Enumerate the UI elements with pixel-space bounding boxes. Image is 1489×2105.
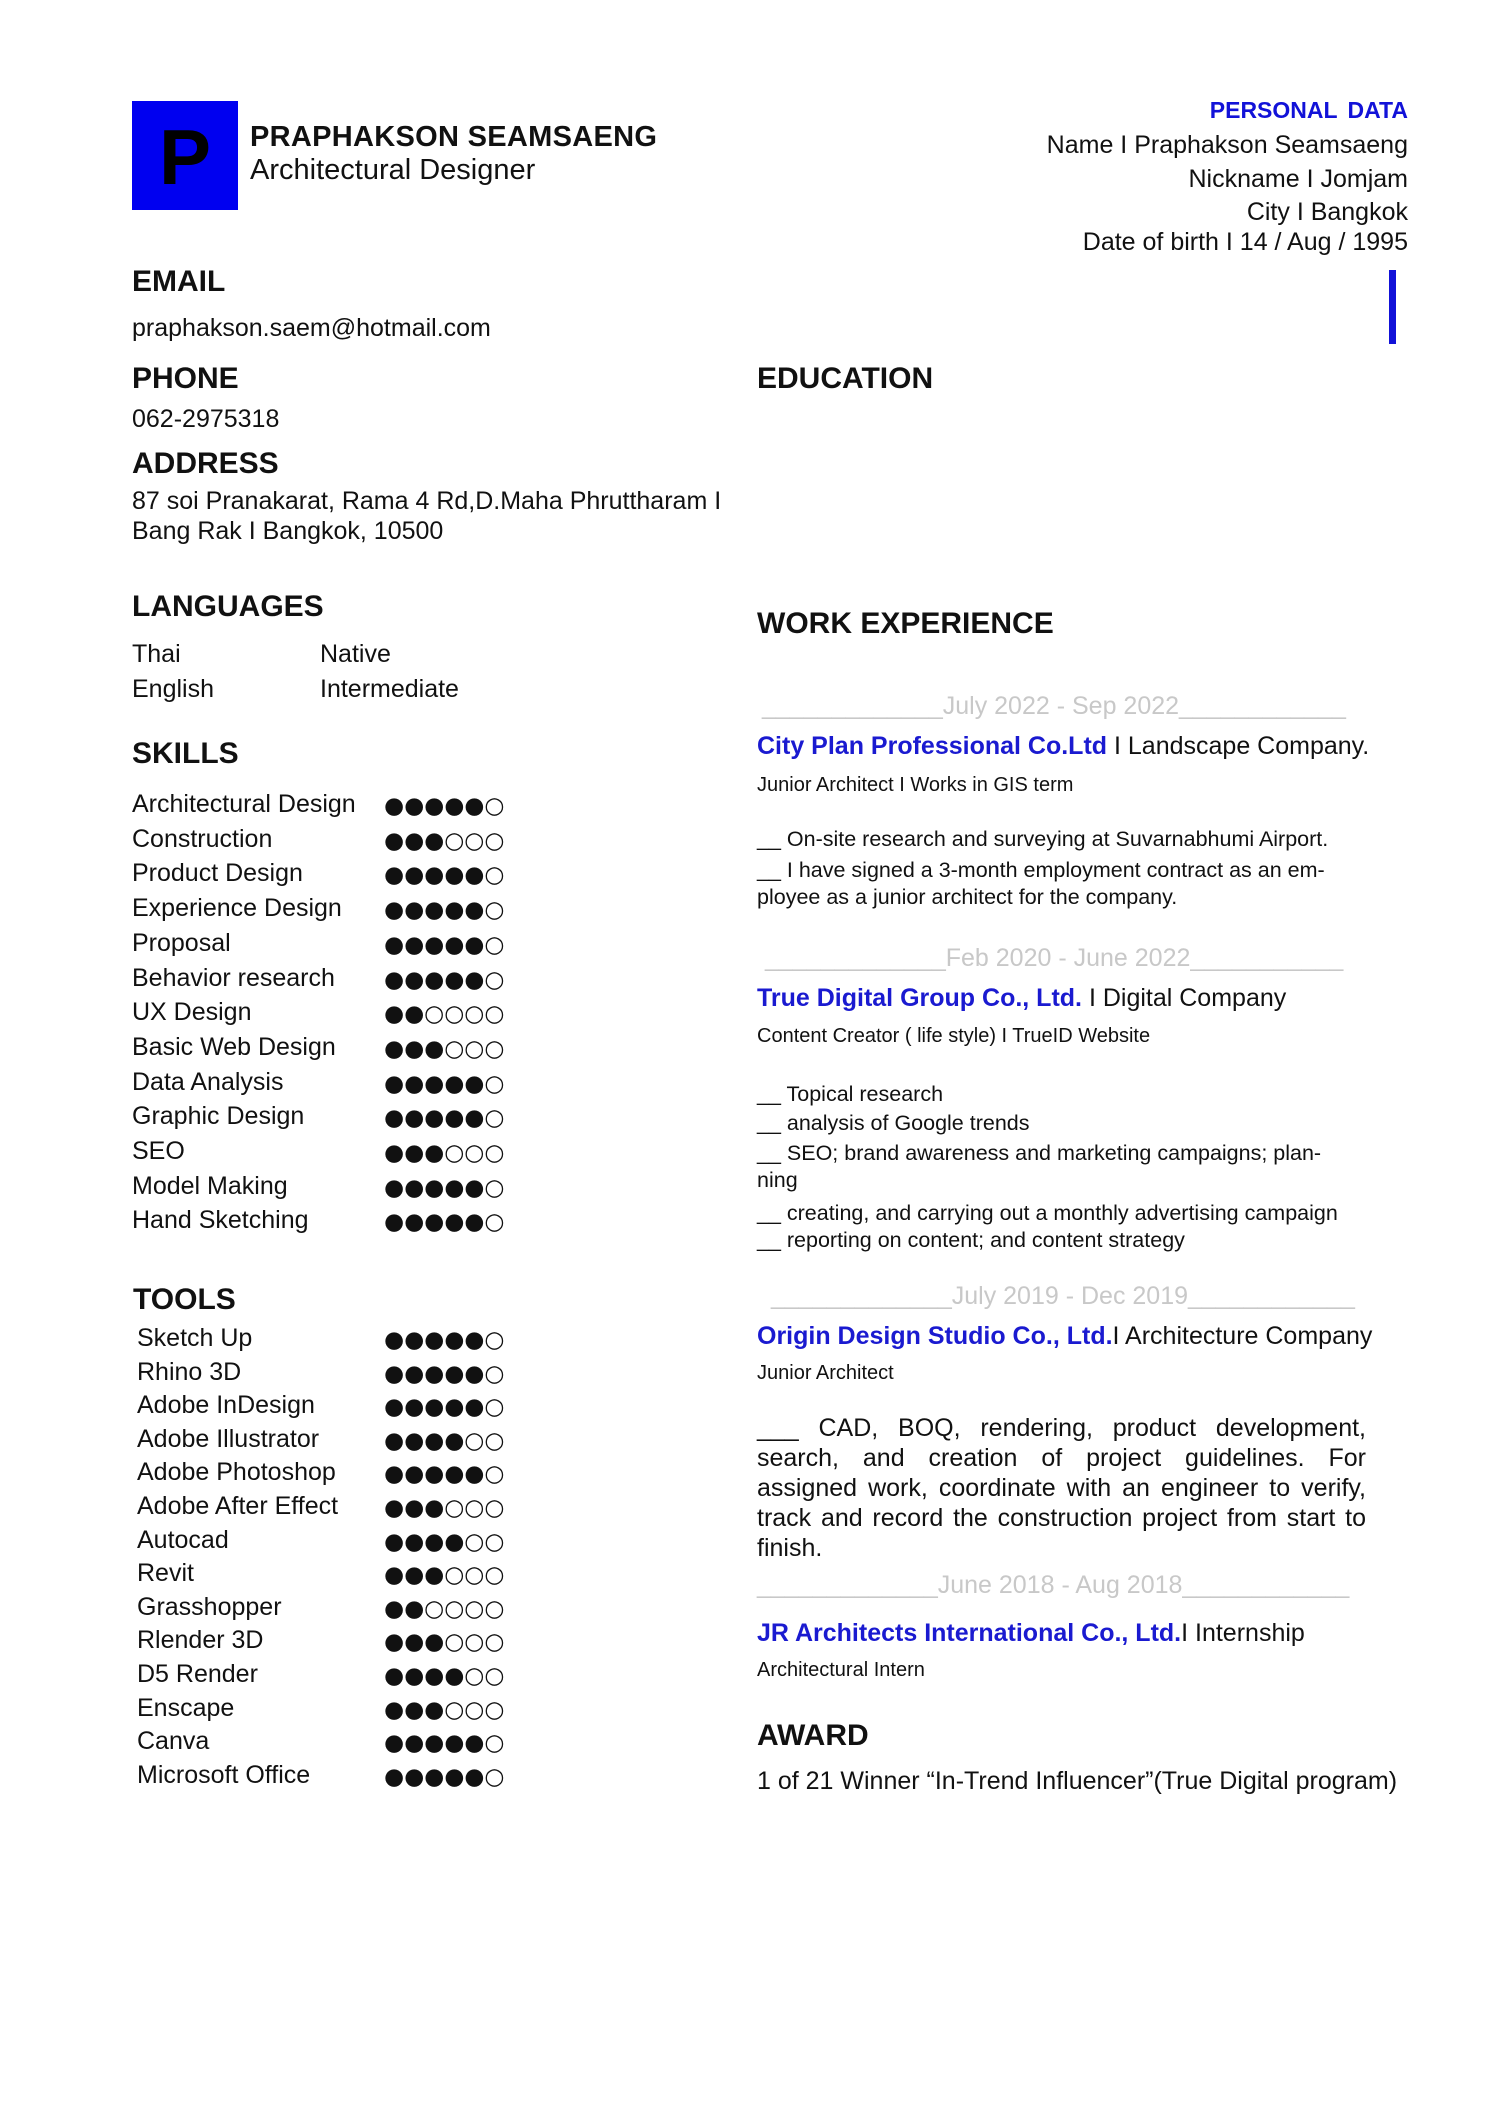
company-type: I Landscape Company.: [1107, 732, 1370, 760]
job-bullet: __ analysis of Google trends: [757, 1111, 1030, 1135]
job-date: _____________Feb 2020 - June 2022___________: [765, 944, 1344, 972]
job-bullet: __ reporting on content; and content strategy: [757, 1228, 1185, 1252]
skill-name: Proposal: [132, 928, 231, 957]
tool-name: Enscape: [137, 1693, 235, 1722]
job-bullet: ning: [757, 1168, 798, 1192]
skill-name: Model Making: [132, 1171, 288, 1200]
personal-data-nickname: Nickname I Jomjam: [1188, 165, 1408, 193]
company-type: I Architecture Company: [1112, 1322, 1373, 1350]
skill-name: UX Design: [132, 998, 252, 1027]
tool-name: Adobe Illustrator: [137, 1424, 320, 1453]
job-bullet: __ I have signed a 3-month employment contract as an em-: [757, 858, 1325, 882]
personal-data-title: PERSONAL DATA: [1209, 97, 1408, 123]
tools-heading: TOOLS: [133, 1283, 236, 1316]
tool-rating: ●●●●●○: [384, 1394, 505, 1421]
job-position: Architectural Intern: [757, 1659, 925, 1681]
tool-rating: ●●●●○○: [384, 1427, 505, 1454]
education-heading: EDUCATION: [757, 362, 934, 395]
skill-name: SEO: [132, 1137, 185, 1165]
company-name: JR Architects International Co., Ltd.: [757, 1619, 1182, 1647]
job-bullet: __ Topical research: [757, 1082, 944, 1106]
personal-data-dob: Date of birth I 14 / Aug / 1995: [1082, 228, 1408, 256]
skill-rating: ●●●●●○: [384, 1209, 505, 1236]
tool-rating: ●●●○○○: [384, 1562, 505, 1589]
work-experience-heading: WORK EXPERIENCE: [757, 607, 1054, 640]
address-heading: ADDRESS: [132, 447, 279, 480]
tool-rating: ●●●●●○: [384, 1461, 505, 1488]
skill-name: Hand Sketching: [132, 1206, 309, 1235]
skill-rating: ●●●●●○: [384, 793, 505, 819]
skill-rating: ●●●●●○: [384, 897, 505, 924]
tool-rating: ●●●●●○: [384, 1730, 505, 1757]
job-position: Content Creator ( life style) I TrueID Website: [757, 1025, 1151, 1047]
skill-name: Construction: [132, 824, 273, 853]
tool-name: Rlender 3D: [137, 1626, 264, 1655]
email-value: praphakson.saem@hotmail.com: [132, 314, 491, 342]
tool-rating: ●●●●○○: [384, 1528, 505, 1555]
tool-name: Adobe InDesign: [137, 1391, 315, 1420]
tool-name: Adobe Photoshop: [137, 1458, 336, 1487]
tool-name: D5 Render: [137, 1660, 258, 1688]
award-value: 1 of 21 Winner “In-Trend Influencer”(True Digital program): [757, 1767, 1398, 1795]
tool-name: Microsoft Office: [137, 1760, 311, 1789]
skill-rating: ●●●○○○: [384, 1035, 505, 1062]
language-name: English: [132, 675, 214, 703]
job-company: [757, 732, 1369, 761]
company-name: True Digital Group Co., Ltd.: [757, 984, 1082, 1012]
logo-letter: P: [158, 113, 212, 201]
company-name: City Plan Professional Co.Ltd: [757, 732, 1108, 760]
language-level: Intermediate: [320, 675, 459, 703]
email-heading: EMAIL: [132, 265, 226, 298]
company-name: Origin Design Studio Co., Ltd.: [757, 1322, 1113, 1350]
skill-rating: ●●●○○○: [384, 827, 505, 854]
tool-name: Adobe After Effect: [137, 1492, 339, 1520]
tool-name: Autocad: [137, 1525, 229, 1554]
job-company: [757, 1619, 1305, 1648]
job-company: [757, 1322, 1372, 1351]
candidate-role: Architectural Designer: [250, 154, 536, 186]
job-date: _____________July 2022 - Sep 2022____________: [762, 692, 1346, 720]
address-line-1: 87 soi Pranakarat, Rama 4 Rd,D.Maha Phruttharam I: [132, 487, 722, 515]
job-date: _____________July 2019 - Dec 2019____________: [771, 1282, 1355, 1310]
tool-rating: ●●○○○○: [384, 1595, 505, 1622]
candidate-name: PRAPHAKSON SEAMSAENG: [250, 121, 658, 153]
tool-name: Grasshopper: [137, 1592, 282, 1621]
language-name: Thai: [132, 640, 181, 668]
language-level: Native: [320, 640, 391, 668]
skills-heading: SKILLS: [132, 737, 239, 770]
tool-rating: ●●●●●○: [384, 1327, 505, 1353]
skill-rating: ●●○○○○: [384, 1001, 505, 1028]
address-line-2: Bang Rak I Bangkok, 10500: [132, 517, 444, 545]
skill-rating: ●●●●●○: [384, 931, 505, 958]
tool-rating: ●●●○○○: [384, 1495, 505, 1521]
skill-rating: ●●●○○○: [384, 1140, 505, 1166]
award-heading: AWARD: [757, 1719, 869, 1752]
personal-data-city: City I Bangkok: [1246, 198, 1408, 226]
skill-rating: ●●●●●○: [384, 1070, 505, 1097]
skill-rating: ●●●●●○: [384, 1174, 505, 1201]
tool-name: Rhino 3D: [137, 1357, 242, 1386]
skill-rating: ●●●●●○: [384, 1105, 505, 1132]
job-bullet: __ SEO; brand awareness and marketing campaigns; plan-: [757, 1141, 1322, 1165]
job-position: Junior Architect: [757, 1362, 894, 1384]
skill-name: Architectural Design: [132, 790, 356, 818]
company-type: I Digital Company: [1082, 984, 1287, 1012]
skill-name: Data Analysis: [132, 1067, 284, 1096]
tool-rating: ●●●●●○: [384, 1360, 505, 1387]
tool-rating: ●●●●●○: [384, 1763, 505, 1790]
job-bullet: ployee as a junior architect for the company.: [757, 885, 1178, 909]
company-type: I Internship: [1181, 1619, 1305, 1647]
skill-name: Product Design: [132, 859, 303, 888]
accent-bar: [1389, 270, 1396, 344]
skill-rating: ●●●●●○: [384, 862, 505, 889]
job-position: Junior Architect I Works in GIS term: [757, 774, 1074, 796]
tool-rating: ●●●●○○: [384, 1663, 505, 1689]
languages-heading: LANGUAGES: [132, 590, 324, 623]
logo-badge: [132, 101, 238, 210]
job-company: [757, 984, 1286, 1013]
tool-name: Canva: [137, 1727, 210, 1756]
skill-name: Basic Web Design: [132, 1032, 336, 1061]
job-bullet: __ creating, and carrying out a monthly advertising campaign: [757, 1201, 1338, 1225]
skill-rating: ●●●●●○: [384, 966, 505, 993]
tool-rating: ●●●○○○: [384, 1629, 505, 1656]
skill-name: Behavior research: [132, 963, 335, 992]
phone-value: 062-2975318: [132, 405, 280, 433]
tool-name: Revit: [137, 1559, 194, 1588]
job-description: ___ CAD, BOQ, rendering, product development, search, and creation of project guidelines. For assigned work, coordinate with an engineer to verify, track and record the construction project from start to finish.: [757, 1414, 1366, 1562]
personal-data-name: Name I Praphakson Seamsaeng: [1046, 131, 1408, 159]
job-bullet: __ On-site research and surveying at Suvarnabhumi Airport.: [757, 827, 1329, 851]
tool-rating: ●●●○○○: [384, 1696, 505, 1723]
job-date: _____________June 2018 - Aug 2018____________: [757, 1571, 1350, 1599]
phone-heading: PHONE: [132, 362, 239, 395]
tool-name: Sketch Up: [137, 1324, 253, 1352]
skill-name: Experience Design: [132, 894, 342, 923]
skill-name: Graphic Design: [132, 1102, 305, 1131]
